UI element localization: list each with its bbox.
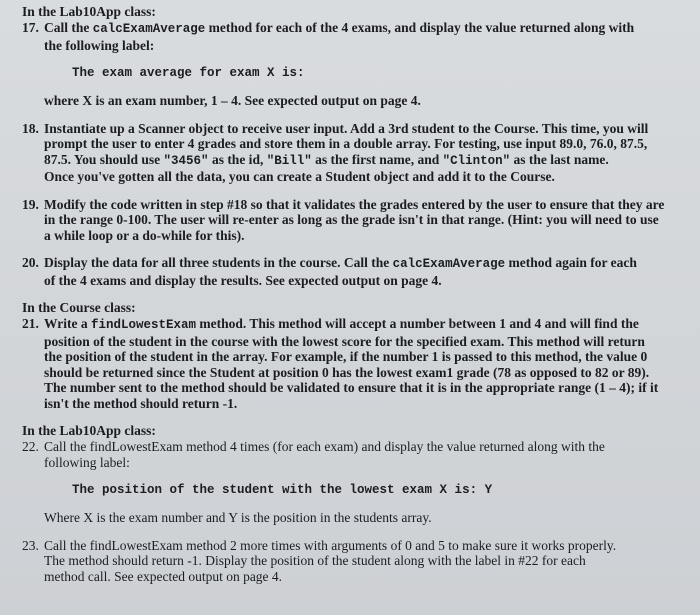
- step-number: 18.: [22, 120, 39, 136]
- step-text: Write a: [44, 316, 91, 331]
- step-18: [22, 121, 690, 185]
- step-text: as the first name, and: [311, 151, 443, 167]
- step-text: Modify the code written in step #18 so that it validates the grades entered by the user to ensure that they are: [44, 196, 665, 212]
- step-text: in the range 0-100. The user will re-enter as long as the grade isn't in that range. (Hint: you will need to use: [44, 212, 659, 227]
- step-number: 21.: [22, 316, 39, 331]
- step-text: following label:: [44, 454, 130, 470]
- step-23: [22, 538, 690, 585]
- step-text: Display the data for all three students in the course. Call the: [44, 255, 393, 270]
- step-text: position of the student in the course with the lowest score for the specified exam. This method will return: [44, 333, 645, 349]
- step-text: Call the: [44, 20, 93, 35]
- output-label-code: The position of the student with the lowest exam X is: Y: [72, 482, 493, 497]
- code-calcExamAverage: calcExamAverage: [392, 257, 506, 271]
- step-text: The number sent to the method should be validated to ensure that it is in the appropriate range (1 – 4); if it: [44, 380, 659, 395]
- step-text: Call the findLowestExam method 4 times (for each exam) and display the value returned along with the: [44, 439, 605, 454]
- code-first-name: "Bill": [266, 153, 312, 168]
- step-number: 17.: [22, 20, 39, 35]
- step-text: The method should return -1. Display the position of the student along with the label in #22 for each: [44, 553, 586, 568]
- code-last-name: "Clinton": [442, 153, 511, 168]
- step-text: Once you've gotten all the data, you can create a Student object and add it to the Course.: [44, 169, 555, 184]
- step-text: of the 4 exams and display the results. See expected output on page 4.: [44, 272, 442, 288]
- step-text: method for each of the 4 exams, and display the value returned along with: [205, 20, 635, 35]
- step-number: 22.: [22, 439, 39, 454]
- step-text: Instantiate up a Scanner object to receive user input. Add a 3rd student to the Course. This time, you will: [44, 120, 649, 136]
- code-id: "3456": [163, 153, 209, 168]
- step-text: a while loop or a do-while for this).: [44, 227, 245, 243]
- step-number: 20.: [22, 255, 39, 270]
- section-heading-course: In the Course class:: [22, 300, 136, 315]
- section-heading-lab10app-2: In the Lab10App class:: [22, 423, 156, 438]
- step-text: the following label:: [44, 37, 155, 53]
- step-text: where X is an exam number, 1 – 4. See expected output on page 4.: [44, 93, 421, 108]
- step-21: [22, 316, 690, 411]
- step-text: as the id,: [208, 151, 267, 167]
- step-text: prompt the user to enter 4 grades and store them in a double array. For testing, use input 89.0, 76.0, 87.5,: [44, 136, 648, 151]
- step-20: [22, 255, 690, 288]
- step-text: method call. See expected output on page 4.: [44, 568, 283, 584]
- step-19: [22, 197, 690, 244]
- step-text: method. This method will accept a number between 1 and 4 and will find the: [196, 316, 639, 331]
- step-text: isn't the method should return -1.: [44, 395, 238, 411]
- step-text: method again for each: [505, 255, 637, 270]
- step-text: 87.5. You should use: [44, 151, 164, 167]
- step-text: should be returned since the Student at position 0 has the lowest exam1 grade (78 as opposed to 82 or 89).: [44, 364, 650, 380]
- output-label-code: The exam average for exam X is:: [72, 65, 305, 80]
- step-text: Call the findLowestExam method 2 more times with arguments of 0 and 5 to make sure it works properly.: [44, 537, 617, 553]
- step-17: [22, 20, 690, 109]
- step-text: Where X is the exam number and Y is the position in the students array.: [44, 510, 432, 525]
- step-text: as the last name.: [510, 151, 609, 167]
- code-findLowestExam: findLowestExam: [91, 318, 197, 332]
- step-text: the position of the student in the array. For example, if the number 1 is passed to this method, the value 0: [44, 349, 648, 364]
- step-number: 23.: [22, 537, 39, 553]
- step-number: 19.: [22, 196, 39, 212]
- step-22: [22, 439, 690, 526]
- code-calcExamAverage: calcExamAverage: [92, 22, 206, 36]
- section-heading-lab10app: In the Lab10App class:: [22, 4, 156, 19]
